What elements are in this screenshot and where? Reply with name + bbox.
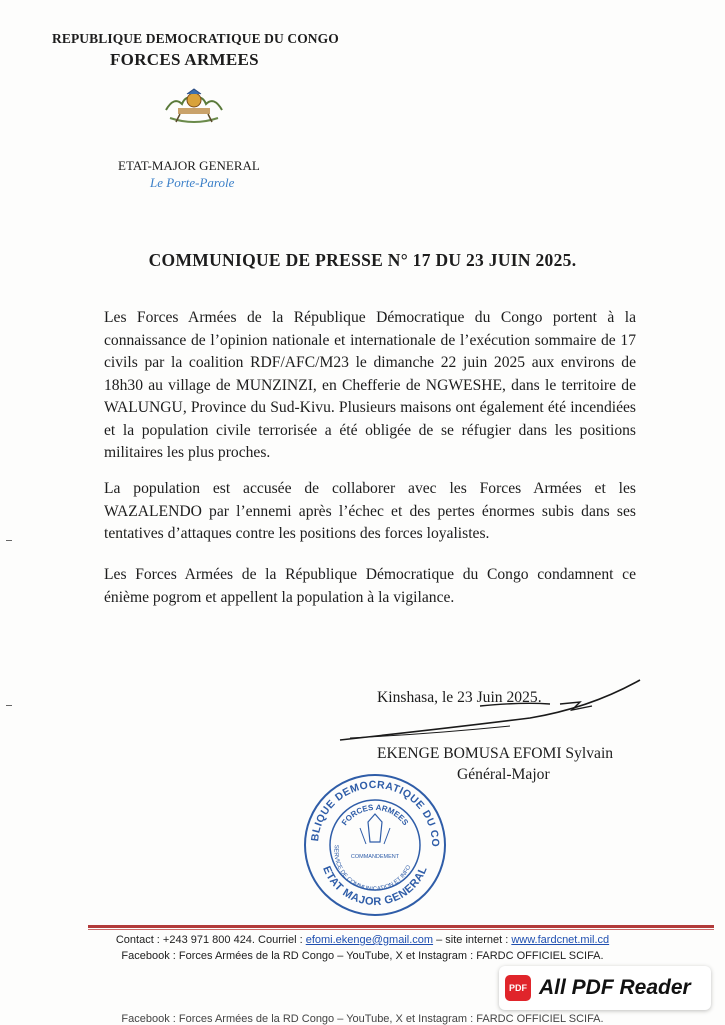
handwritten-signature	[330, 668, 660, 748]
pdf-icon: PDF	[505, 975, 531, 1001]
footer-rule	[88, 925, 714, 928]
office-label: Le Porte-Parole	[150, 175, 235, 190]
place-date: Kinshasa, le 23 Juin 2025.	[377, 689, 542, 706]
footer-contact	[0, 934, 725, 946]
footer-rule-thin	[88, 929, 714, 930]
site-label: – site internet :	[433, 934, 512, 946]
email-link[interactable]: efomi.ekenge@gmail.com	[305, 934, 434, 946]
footer-social-cut: Facebook : Forces Armées de la RD Congo – YouTube, X et Instagram : FARDC OFFICIEL SCIFA.	[121, 1013, 604, 1025]
stamp-center-label: COMMANDEMENT	[350, 854, 400, 860]
footer-social: Facebook : Forces Armées de la RD Congo – YouTube, X et Instagram : FARDC OFFICIEL SCIFA.	[121, 950, 604, 962]
header-institution: FORCES ARMEES	[110, 50, 259, 69]
paragraph: Les Forces Armées de la République Démocratique du Congo condamnent ce énième pogrom et appellent la population à la vigilance.	[104, 566, 636, 606]
pdf-reader-name: All PDF Reader	[539, 976, 691, 999]
paragraph: La population est accusée de collaborer avec les Forces Armées et les WAZALENDO par l’ennemi après l’échec et des pertes énormes subis dans ses tentatives d’attaques contre les positions des forces loyalistes.	[104, 480, 636, 542]
pdf-reader-watermark[interactable]	[499, 966, 711, 1010]
header-country: REPUBLIQUE DEMOCRATIQUE DU CONGO	[52, 31, 339, 46]
paragraph: Les Forces Armées de la République Démocratique du Congo portent à la connaissance de l’opinion nationale et internationale de l’exécution sommaire de 17 civils par la coalition RDF/AFC/M23 le dimanche 22 juin 2025 aux environs de 18h30 au village de MUNZINZI, en Chefferie de NGWESHE, dans le territoire de WALUNGU, Province du Sud-Kivu. Plusieurs maisons ont également été incendiées et la population civile terrorisée a été obligée de se réfugier dans les positions militaires les plus proches.	[104, 309, 636, 461]
coat-of-arms-icon	[160, 86, 228, 126]
signer-rank: Général-Major	[457, 766, 550, 783]
stamp-inner-text: FORCES ARMEES	[339, 802, 411, 828]
stamp-emblem-icon	[368, 814, 382, 842]
department-label: ETAT-MAJOR GENERAL	[118, 158, 260, 173]
svg-text:ETAT MAJOR GENERAL	[320, 864, 430, 908]
stamp-bottom-text: ETAT MAJOR GENERAL	[320, 864, 430, 909]
official-stamp	[300, 770, 450, 920]
contact-text: Contact : +243 971 800 424. Courriel :	[115, 934, 306, 946]
scan-mark	[6, 705, 12, 706]
page-title: COMMUNIQUE DE PRESSE N° 17 DU 23 JUIN 2025.	[148, 250, 577, 270]
website-link[interactable]: www.fardcnet.mil.cd	[511, 934, 610, 946]
stamp-outer-text: BLIQUE DEMOCRATIQUE DU CO	[309, 778, 442, 848]
scan-mark	[6, 540, 12, 541]
stamp-side-text: SERVICE DE COMMUNICATION ET INFO	[332, 844, 413, 893]
signer-name: EKENGE BOMUSA EFOMI Sylvain	[377, 745, 614, 762]
